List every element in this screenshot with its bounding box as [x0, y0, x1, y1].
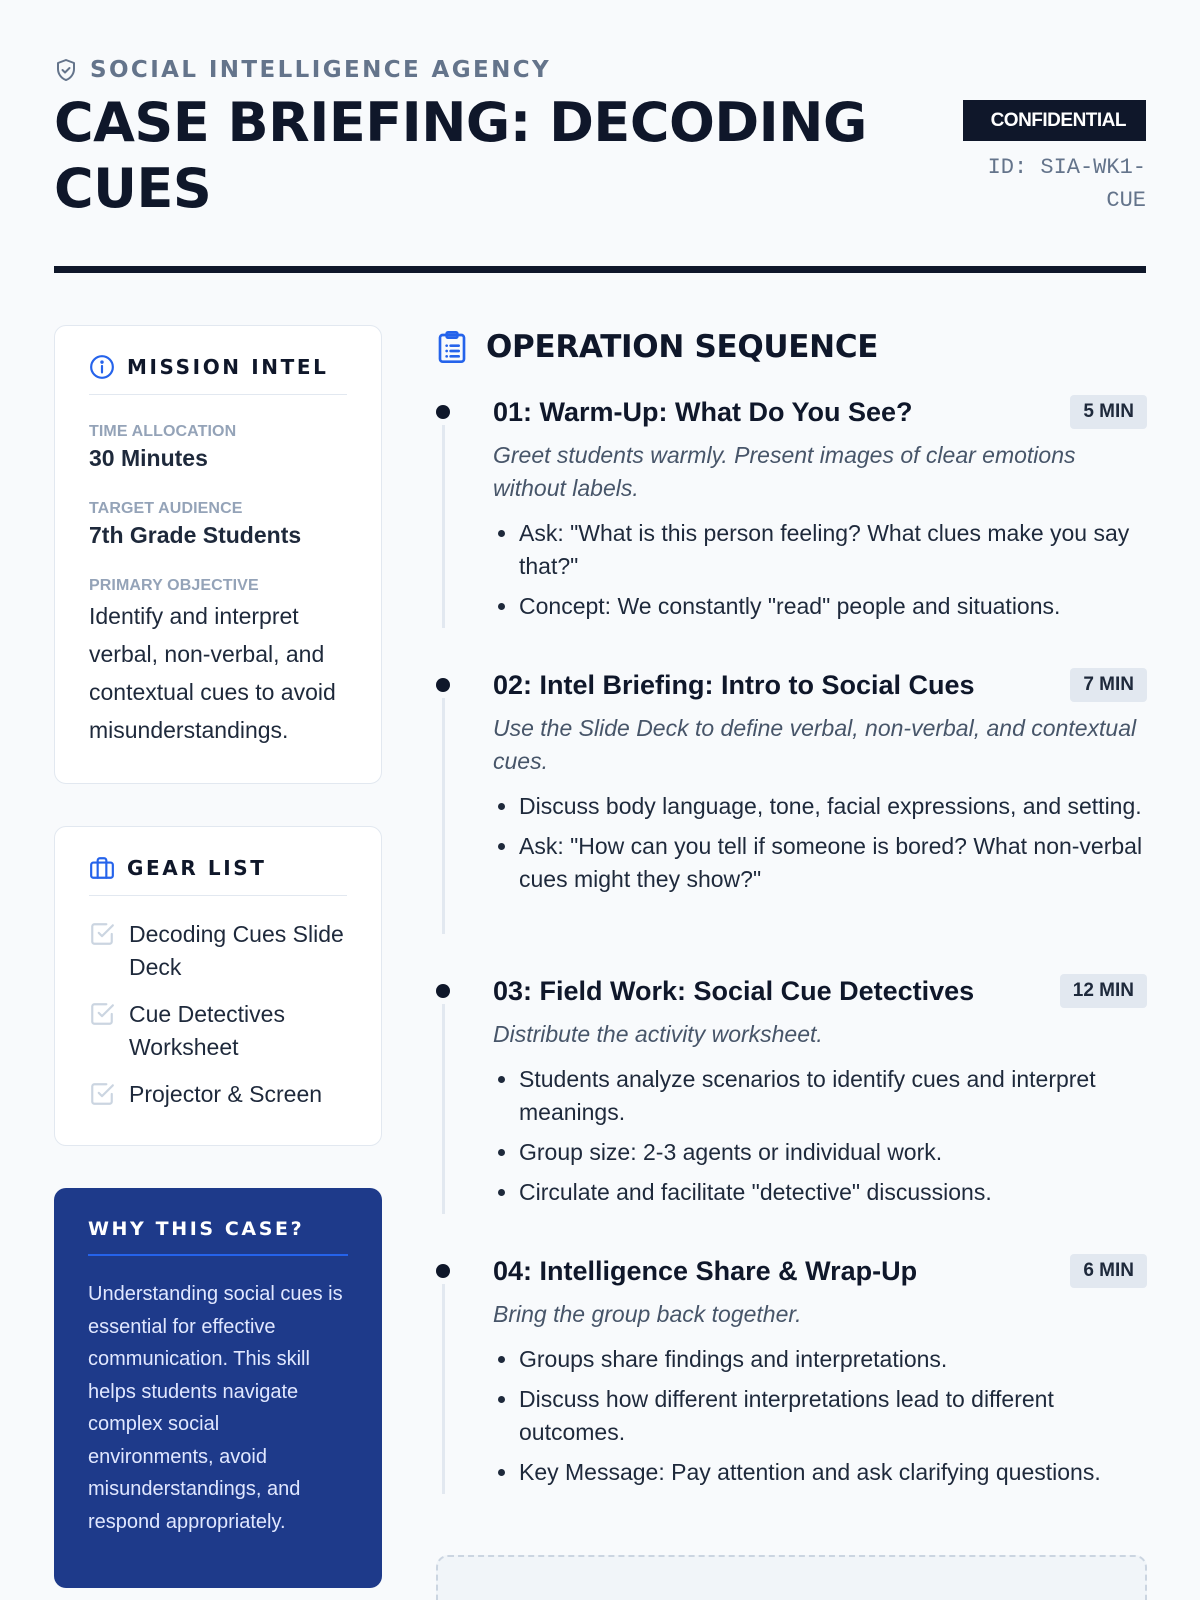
checkbox-checked-icon: [89, 921, 115, 947]
step-bullet: • Group size: 2-3 agents or individual work.: [519, 1136, 1147, 1169]
step-bullet: • Discuss body language, tone, facial expressions, and setting.: [519, 790, 1147, 823]
field-value: Identify and interpret verbal, non-verbal, and contextual cues to avoid misunderstandings.: [89, 603, 336, 743]
gear-item-label: Projector & Screen: [129, 1081, 323, 1107]
gear-item: [89, 918, 347, 984]
operation-sequence: [436, 325, 1147, 1588]
case-id-line-2: CUE: [1106, 188, 1146, 213]
step-bullet: • Groups share findings and interpretations.: [519, 1343, 1147, 1376]
why-text: Understanding social cues is essential for effective communication. This skill helps students navigate complex social environments, avoid misunderstandings, and respond appropriately.: [88, 1283, 343, 1533]
step-bullet: • Concept: We constantly "read" people and situations.: [519, 590, 1147, 623]
title-line-1: CASE BRIEFING: DECODING: [54, 91, 867, 154]
operation-step: [436, 1254, 1147, 1494]
gear-list-card: [54, 826, 382, 1146]
step-title: 03: Field Work: Social Cue Detectives: [493, 976, 975, 1006]
info-icon: [89, 354, 115, 380]
confidential-stamp: CONFIDENTIAL: [963, 100, 1146, 141]
timeline-dot: [436, 1264, 450, 1278]
agency-header: [54, 54, 1146, 86]
step-description: Use the Slide Deck to define verbal, non-verbal, and contextual cues.: [493, 715, 1137, 774]
operation-step: [436, 974, 1147, 1214]
gear-item-label: Decoding Cues Slide Deck: [129, 921, 344, 980]
sidebar: [54, 325, 382, 1588]
timeline-line: [442, 698, 445, 934]
clipboard-list-icon: [436, 329, 468, 365]
step-title: 01: Warm-Up: What Do You See?: [493, 397, 913, 427]
duration-badge: 5 MIN: [1070, 395, 1147, 429]
case-id: [976, 151, 1146, 217]
briefcase-icon: [89, 855, 115, 881]
notes-box: [436, 1555, 1147, 1600]
intel-field: [89, 423, 347, 472]
step-bullet: • Ask: "How can you tell if someone is bored? What non-verbal cues might they show?": [519, 830, 1147, 896]
step-title: 02: Intel Briefing: Intro to Social Cues: [493, 670, 975, 700]
title-line-2: CUES: [54, 157, 212, 220]
operation-step: [436, 395, 1147, 628]
gear-item: [89, 998, 347, 1064]
step-bullet: • Circulate and facilitate "detective" discussions.: [519, 1176, 1147, 1209]
why-this-case-panel: [54, 1188, 382, 1588]
intel-field: [89, 577, 347, 749]
timeline-line: [442, 425, 445, 628]
header-divider: [54, 266, 1146, 273]
field-value: 7th Grade Students: [89, 522, 302, 548]
gear-item: [89, 1078, 347, 1111]
timeline-line: [442, 1284, 445, 1494]
duration-badge: 12 MIN: [1060, 974, 1147, 1008]
checkbox-checked-icon: [89, 1081, 115, 1107]
timeline-dot: [436, 678, 450, 692]
step-description: Distribute the activity worksheet.: [493, 1021, 823, 1047]
step-bullet: • Discuss how different interpretations lead to different outcomes.: [519, 1383, 1147, 1449]
step-description: Greet students warmly. Present images of clear emotions without labels.: [493, 442, 1076, 501]
intel-field: [89, 500, 347, 549]
field-value: 30 Minutes: [89, 445, 208, 471]
mission-intel-title: MISSION INTEL: [127, 355, 329, 379]
shield-check-icon: [54, 58, 78, 82]
operation-sequence-title: OPERATION SEQUENCE: [486, 329, 879, 365]
step-description: Bring the group back together.: [493, 1301, 802, 1327]
step-bullet: • Ask: "What is this person feeling? What clues make you say that?": [519, 517, 1147, 583]
duration-badge: 7 MIN: [1070, 668, 1147, 702]
mission-intel-card: [54, 325, 382, 784]
timeline-line: [442, 1004, 445, 1214]
checkbox-checked-icon: [89, 1001, 115, 1027]
gear-list-title: GEAR LIST: [127, 856, 267, 880]
timeline-dot: [436, 984, 450, 998]
operation-step: [436, 668, 1147, 934]
duration-badge: 6 MIN: [1070, 1254, 1147, 1288]
step-title: 04: Intelligence Share & Wrap-Up: [493, 1256, 918, 1286]
page-title: [54, 90, 924, 222]
field-label: TARGET AUDIENCE: [89, 500, 243, 517]
gear-item-label: Cue Detectives Worksheet: [129, 1001, 285, 1060]
case-id-line-1: ID: SIA-WK1-: [987, 155, 1146, 180]
timeline-dot: [436, 405, 450, 419]
field-label: PRIMARY OBJECTIVE: [89, 577, 259, 594]
step-bullet: • Students analyze scenarios to identify cues and interpret meanings.: [519, 1063, 1147, 1129]
agency-name: SOCIAL INTELLIGENCE AGENCY: [90, 57, 552, 83]
step-bullet: • Key Message: Pay attention and ask clarifying questions.: [519, 1456, 1147, 1489]
why-title: WHY THIS CASE?: [88, 1218, 348, 1256]
field-label: TIME ALLOCATION: [89, 423, 237, 440]
